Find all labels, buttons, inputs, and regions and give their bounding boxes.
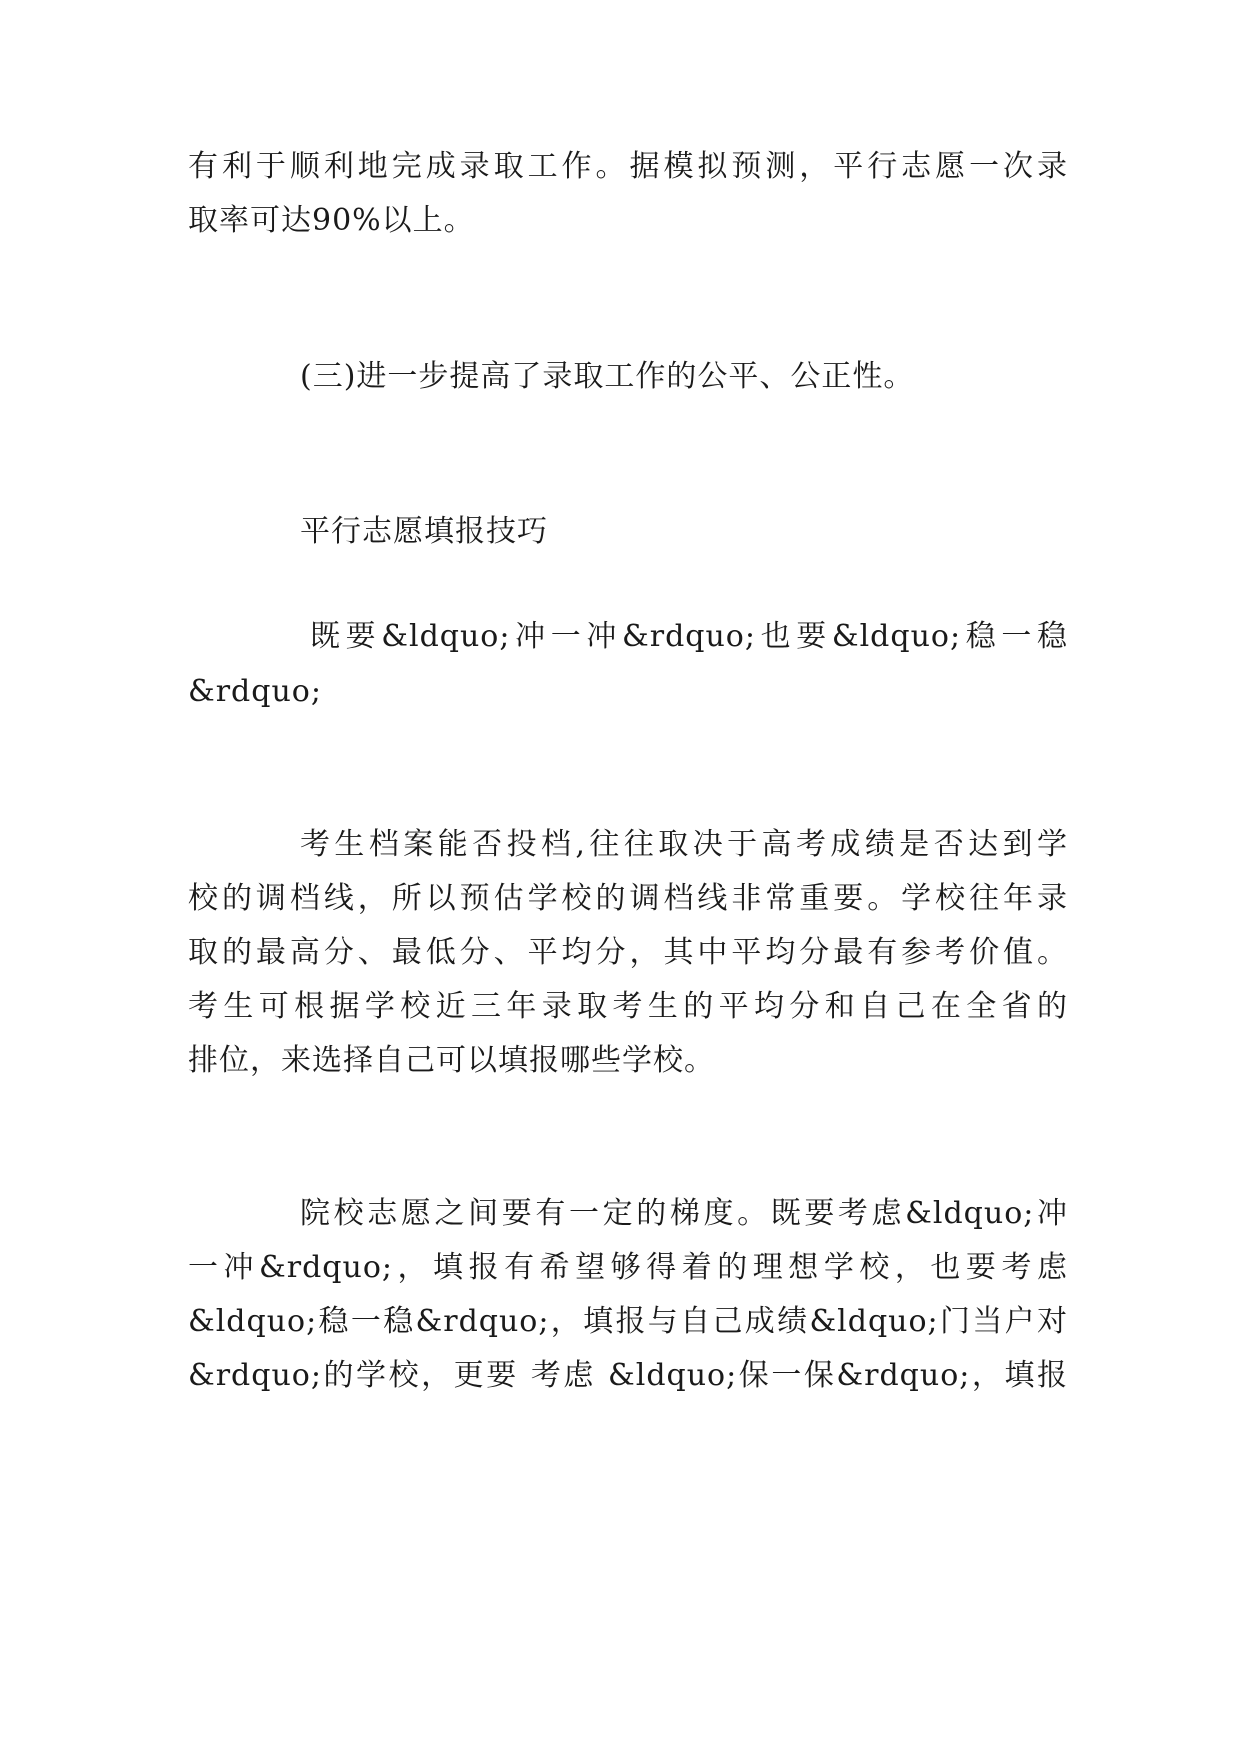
text-line: 取率可达90%以上。 bbox=[188, 203, 475, 238]
text-line: &rdquo;的学校，更要 考虑 &ldquo;保一保&rdquo;，填报 bbox=[188, 1358, 1068, 1393]
section-heading: (三)进一步提高了录取工作的公平、公正性。 bbox=[300, 359, 915, 394]
text-line: 考生档案能否投档,往往取决于高考成绩是否达到学 bbox=[300, 827, 1068, 862]
text-line: 有利于顺利地完成录取工作。据模拟预测，平行志愿一次录 bbox=[188, 149, 1068, 184]
section-heading: 平行志愿填报技巧 bbox=[300, 514, 548, 549]
text-line: 校的调档线，所以预估学校的调档线非常重要。学校往年录 bbox=[188, 881, 1068, 916]
text-line: &ldquo;稳一稳&rdquo;，填报与自己成绩&ldquo;门当户对 bbox=[188, 1304, 1068, 1339]
text-line: 排位，来选择自己可以填报哪些学校。 bbox=[188, 1043, 715, 1078]
text-line: &rdquo; bbox=[188, 674, 322, 709]
text-line: 既要&ldquo;冲一冲&rdquo;也要&ldquo;稳一稳 bbox=[310, 619, 1068, 654]
text-line: 一冲&rdquo;，填报有希望够得着的理想学校，也要考虑 bbox=[188, 1250, 1068, 1285]
text-line: 考生可根据学校近三年录取考生的平均分和自己在全省的 bbox=[188, 989, 1068, 1024]
text-line: 取的最高分、最低分、平均分，其中平均分最有参考价值。 bbox=[188, 935, 1068, 970]
text-line: 院校志愿之间要有一定的梯度。既要考虑&ldquo;冲 bbox=[300, 1196, 1068, 1231]
